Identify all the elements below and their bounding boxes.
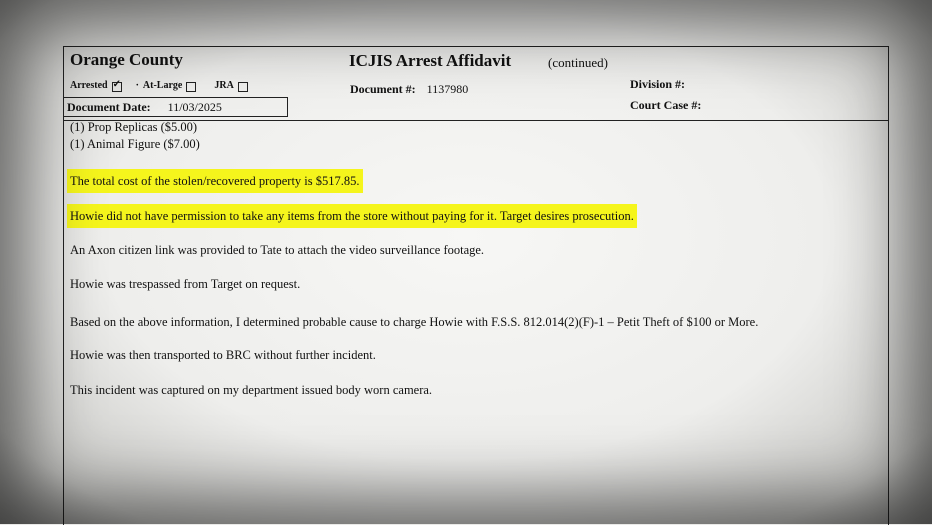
document-date-box [64,97,288,117]
paragraph-trespassed: Howie was trespassed from Target on request. [70,277,301,291]
list-item: (1) Prop Replicas ($5.00) [70,120,198,134]
paragraph-camera: This incident was captured on my department issued body worn camera. [70,383,433,397]
at-large-checkbox[interactable] [186,82,196,92]
highlighted-text: Howie did not have permission to take any items from the store without paying for it. Target desires prosecution. [67,204,637,228]
division-label: Division #: [630,77,686,91]
at-large-label: At-Large [142,80,183,91]
arrested-label: Arrested [70,80,108,91]
document-date-label: Document Date: [67,100,151,114]
status-checkboxes: Arrested ✓ · At-Large JRA [70,80,248,91]
document-number-value: 1137980 [426,82,469,96]
arrested-checkbox[interactable] [112,82,122,92]
page-title: ICJIS Arrest Affidavit [349,51,512,70]
agency-name: Orange County [70,50,183,69]
jra-label: JRA [214,80,234,91]
paragraph-total-cost [70,174,363,189]
paragraph-probable-cause: Based on the above information, I determined probable cause to charge Howie with F.S.S. 812.014(2)(F)-1 – Petit Theft of $100 or More. [70,315,759,329]
document-number-label: Document #: [350,82,416,96]
paragraph-permission [70,209,637,224]
document-date-value: 11/03/2025 [167,100,222,114]
continued-note: (continued) [548,55,608,70]
highlighted-text: The total cost of the stolen/recovered property is $517.85. [67,169,363,193]
document-number [350,82,468,97]
list-item: (1) Animal Figure ($7.00) [70,137,200,151]
court-case-label: Court Case #: [630,98,702,112]
affidavit-form [63,46,889,525]
jra-checkbox[interactable] [238,82,248,92]
paragraph-axon: An Axon citizen link was provided to Tate to attach the video surveillance footage. [70,243,485,257]
paragraph-transported: Howie was then transported to BRC without further incident. [70,348,376,362]
